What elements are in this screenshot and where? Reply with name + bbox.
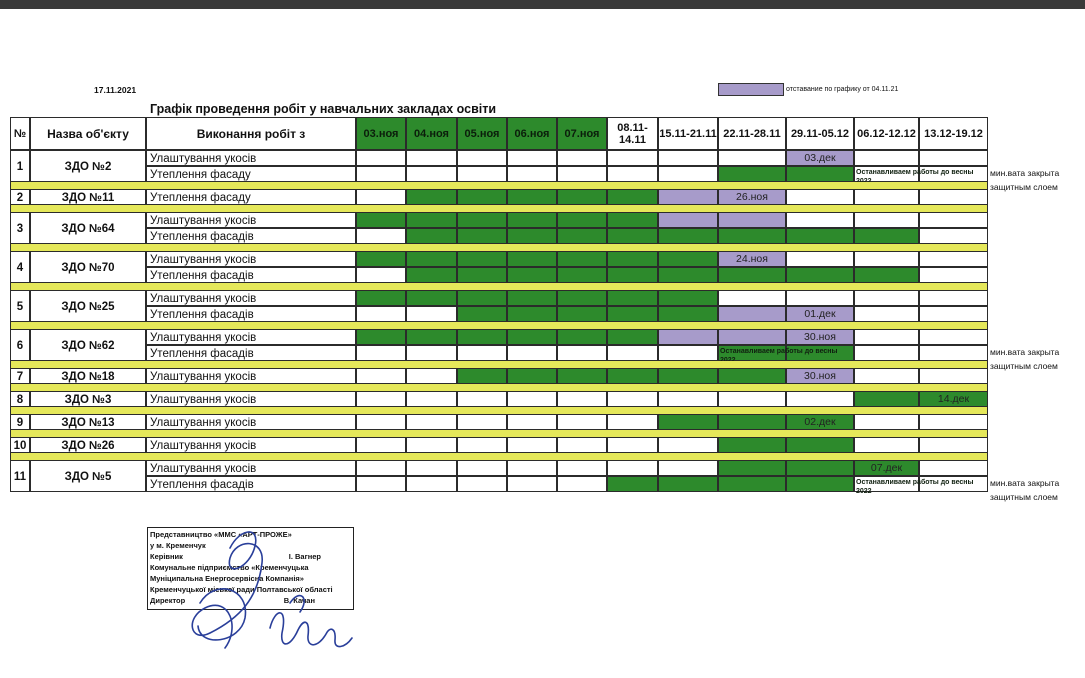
schedule-cell-done	[854, 267, 919, 283]
schedule-cell	[658, 460, 718, 476]
schedule-cell	[356, 267, 406, 283]
schedule-cell	[406, 345, 457, 361]
work-type: Улаштування укосів	[146, 290, 356, 306]
schedule-cell	[607, 150, 658, 166]
schedule-cell	[854, 329, 919, 345]
group-number: 6	[10, 329, 30, 361]
schedule-cell-done	[607, 329, 658, 345]
schedule-cell	[406, 150, 457, 166]
schedule-cell	[607, 345, 658, 361]
schedule-cell	[356, 460, 406, 476]
schedule-cell-done	[607, 368, 658, 384]
schedule-cell	[457, 345, 507, 361]
schedule-cell	[406, 437, 457, 453]
schedule-cell	[658, 166, 718, 182]
schedule-cell	[557, 391, 607, 407]
header-work: Виконання робіт з	[146, 117, 356, 150]
group-object-name: ЗДО №2	[30, 150, 146, 182]
row-separator	[10, 430, 988, 437]
work-type: Улаштування укосів	[146, 329, 356, 345]
work-type: Утеплення фасадів	[146, 476, 356, 492]
schedule-cell-done	[457, 212, 507, 228]
row-separator	[10, 244, 988, 251]
work-type: Улаштування укосів	[146, 368, 356, 384]
schedule-cell	[557, 476, 607, 492]
schedule-cell	[457, 437, 507, 453]
schedule-cell	[919, 212, 988, 228]
deadline-label: 14.дек	[937, 393, 970, 405]
side-note: мин.вата закрыта защитным слоем	[990, 168, 1060, 192]
schedule-cell	[786, 212, 854, 228]
schedule-cell	[919, 150, 988, 166]
schedule-cell-done	[457, 290, 507, 306]
group-object-name: ЗДО №11	[30, 189, 146, 205]
schedule-cell-done	[658, 414, 718, 430]
schedule-cell	[658, 150, 718, 166]
header-object-name: Назва об'єкту	[30, 117, 146, 150]
schedule-cell	[919, 251, 988, 267]
schedule-cell	[718, 391, 786, 407]
deadline-label: 01.дек	[804, 308, 836, 320]
work-type: Улаштування укосів	[146, 437, 356, 453]
schedule-cell	[919, 306, 988, 322]
schedule-cell-done	[507, 228, 557, 244]
schedule-cell-done	[507, 212, 557, 228]
page-title: Графік проведення робіт у навчальних закладах освіти	[150, 102, 497, 116]
schedule-cell	[786, 189, 854, 205]
schedule-cell	[919, 267, 988, 283]
schedule-cell-done	[658, 368, 718, 384]
work-type: Улаштування укосів	[146, 414, 356, 430]
schedule-cell	[854, 368, 919, 384]
work-type: Утеплення фасаду	[146, 189, 356, 205]
row-separator	[10, 453, 988, 460]
schedule-cell-done	[507, 267, 557, 283]
deadline-label: 26.ноя	[736, 191, 768, 203]
schedule-cell	[557, 414, 607, 430]
schedule-cell-done	[557, 290, 607, 306]
schedule-cell-done	[607, 189, 658, 205]
schedule-cell-done	[557, 306, 607, 322]
schedule-cell	[919, 189, 988, 205]
schedule-cell-done	[607, 306, 658, 322]
schedule-cell-lagging	[718, 306, 786, 322]
schedule-cell	[919, 437, 988, 453]
schedule-cell	[356, 476, 406, 492]
schedule-cell-lagging	[718, 212, 786, 228]
sig-org1: Комунальне підприємство «Кременчуцька	[150, 563, 309, 572]
group-number: 2	[10, 189, 30, 205]
work-type: Улаштування укосів	[146, 251, 356, 267]
sig-name2: В. Качан	[283, 596, 315, 605]
schedule-cell	[507, 414, 557, 430]
sig-org2: Муніципальна Енергосервісна Компанія»	[150, 574, 304, 583]
schedule-cell-done	[457, 267, 507, 283]
schedule-cell	[507, 345, 557, 361]
schedule-cell-done	[607, 267, 658, 283]
schedule-cell	[854, 189, 919, 205]
schedule-cell-done	[457, 251, 507, 267]
group-object-name: ЗДО №5	[30, 460, 146, 492]
header-period: 05.ноя	[457, 117, 507, 150]
schedule-cell	[356, 306, 406, 322]
work-type: Утеплення фасаду	[146, 166, 356, 182]
schedule-cell-done	[406, 267, 457, 283]
schedule-cell	[854, 345, 919, 361]
group-object-name: ЗДО №18	[30, 368, 146, 384]
schedule-cell	[607, 460, 658, 476]
group-object-name: ЗДО №3	[30, 391, 146, 407]
header-period: 15.11-21.11	[658, 117, 718, 150]
schedule-cell	[507, 476, 557, 492]
group-object-name: ЗДО №62	[30, 329, 146, 361]
schedule-cell-done	[718, 368, 786, 384]
schedule-cell-done	[607, 290, 658, 306]
schedule-cell	[457, 460, 507, 476]
group-object-name: ЗДО №13	[30, 414, 146, 430]
schedule-cell-done	[718, 460, 786, 476]
schedule-cell-done	[786, 228, 854, 244]
schedule-cell-done	[406, 329, 457, 345]
schedule-cell-done	[607, 476, 658, 492]
legend-label: отставание по графику от 04.11.21	[786, 86, 899, 93]
schedule-cell	[854, 251, 919, 267]
schedule-cell	[786, 251, 854, 267]
sig-role2: Директор	[150, 596, 186, 605]
schedule-cell	[406, 460, 457, 476]
schedule-cell	[457, 166, 507, 182]
schedule-cell	[607, 414, 658, 430]
header-period: 22.11-28.11	[718, 117, 786, 150]
schedule-cell-done	[557, 228, 607, 244]
header-period: 04.ноя	[406, 117, 457, 150]
schedule-cell	[457, 414, 507, 430]
schedule-cell	[356, 368, 406, 384]
schedule-cell-done	[786, 476, 854, 492]
schedule-cell-done	[356, 290, 406, 306]
group-object-name: ЗДО №64	[30, 212, 146, 244]
schedule-cell-lagging	[718, 329, 786, 345]
schedule-cell-done	[406, 251, 457, 267]
schedule-cell-done	[607, 212, 658, 228]
header-period: 29.11-05.12	[786, 117, 854, 150]
schedule-cell-done	[658, 228, 718, 244]
schedule-cell	[356, 228, 406, 244]
schedule-cell	[356, 391, 406, 407]
schedule-cell-done	[557, 368, 607, 384]
schedule-cell	[919, 290, 988, 306]
schedule-cell-done	[718, 476, 786, 492]
sig-org3: Кременчуцької міської ради Полтавської області	[150, 585, 333, 594]
header-period: 08.11-14.11	[607, 117, 658, 150]
sig-name1: І. Вагнер	[288, 552, 321, 561]
schedule-cell	[557, 437, 607, 453]
row-separator	[10, 384, 988, 391]
schedule-cell	[919, 460, 988, 476]
schedule-cell-done	[557, 329, 607, 345]
deadline-label: 24.ноя	[736, 253, 768, 265]
schedule-cell	[854, 414, 919, 430]
schedule-cell-done	[658, 251, 718, 267]
schedule-cell-done	[658, 306, 718, 322]
schedule-cell-done	[457, 368, 507, 384]
schedule-cell-done	[507, 290, 557, 306]
group-number: 1	[10, 150, 30, 182]
schedule-cell-done	[658, 290, 718, 306]
schedule-cell	[356, 189, 406, 205]
schedule-cell	[557, 460, 607, 476]
group-number: 5	[10, 290, 30, 322]
schedule-cell-done	[507, 189, 557, 205]
row-separator	[10, 283, 988, 290]
sig-role1: Керівник	[150, 552, 183, 561]
group-number: 10	[10, 437, 30, 453]
schedule-cell-done	[786, 267, 854, 283]
schedule-cell-done	[356, 329, 406, 345]
group-number: 9	[10, 414, 30, 430]
schedule-cell-done	[607, 228, 658, 244]
schedule-cell-done	[406, 212, 457, 228]
header-period: 03.ноя	[356, 117, 406, 150]
schedule-cell	[457, 391, 507, 407]
group-number: 8	[10, 391, 30, 407]
schedule-cell	[658, 345, 718, 361]
group-number: 7	[10, 368, 30, 384]
deadline-label: 07.дек	[870, 462, 903, 474]
row-separator	[10, 322, 988, 329]
deadline-label: 02.дек	[804, 416, 836, 428]
header-num: №	[10, 117, 30, 150]
header-period: 13.12-19.12	[919, 117, 988, 150]
work-type: Улаштування укосів	[146, 391, 356, 407]
schedule-cell	[457, 150, 507, 166]
schedule-cell-done	[507, 251, 557, 267]
header-period: 06.ноя	[507, 117, 557, 150]
schedule-cell	[507, 391, 557, 407]
deadline-label: 03.дек	[804, 152, 836, 164]
row-separator	[10, 182, 988, 189]
schedule-cell	[607, 166, 658, 182]
schedule-cell	[406, 306, 457, 322]
schedule-cell-done	[557, 251, 607, 267]
schedule-cell-done	[557, 189, 607, 205]
schedule-cell	[406, 166, 457, 182]
header-period: 06.12-12.12	[854, 117, 919, 150]
work-type: Утеплення фасадів	[146, 306, 356, 322]
schedule-cell-done	[718, 437, 786, 453]
schedule-cell	[507, 437, 557, 453]
schedule-cell	[718, 290, 786, 306]
schedule-cell-done	[854, 391, 919, 407]
schedule-cell-done	[406, 189, 457, 205]
schedule-cell	[356, 437, 406, 453]
schedule-cell	[557, 150, 607, 166]
schedule-cell-done	[786, 460, 854, 476]
schedule-cell-done	[557, 267, 607, 283]
work-type: Утеплення фасадів	[146, 228, 356, 244]
schedule-cell-done	[786, 437, 854, 453]
group-object-name: ЗДО №26	[30, 437, 146, 453]
schedule-cell-lagging	[658, 212, 718, 228]
schedule-cell-done	[457, 329, 507, 345]
group-number: 11	[10, 460, 30, 492]
schedule-cell-done	[718, 228, 786, 244]
schedule-cell	[356, 345, 406, 361]
schedule-cell	[356, 166, 406, 182]
schedule-cell-done	[658, 476, 718, 492]
work-type: Улаштування укосів	[146, 150, 356, 166]
schedule-cell	[457, 476, 507, 492]
schedule-cell	[919, 228, 988, 244]
group-object-name: ЗДО №25	[30, 290, 146, 322]
schedule-cell	[406, 476, 457, 492]
schedule-cell	[854, 437, 919, 453]
schedule-cell	[658, 391, 718, 407]
schedule-cell-done	[406, 290, 457, 306]
schedule-cell-done	[507, 306, 557, 322]
schedule-cell-done	[457, 228, 507, 244]
side-note: мин.вата закрыта защитным слоем	[990, 478, 1060, 502]
row-separator	[10, 361, 988, 368]
schedule-cell-done	[718, 166, 786, 182]
group-object-name: ЗДО №70	[30, 251, 146, 283]
deadline-label: 30.ноя	[804, 331, 836, 343]
schedule-cell	[356, 414, 406, 430]
schedule-cell	[919, 414, 988, 430]
schedule-cell	[786, 391, 854, 407]
schedule-cell	[854, 212, 919, 228]
schedule-cell-done	[854, 228, 919, 244]
schedule-cell-done	[507, 368, 557, 384]
schedule-cell-done	[406, 228, 457, 244]
deadline-label: 30.ноя	[804, 370, 836, 382]
schedule-cell	[854, 306, 919, 322]
schedule-cell-done	[356, 212, 406, 228]
pause-note: Останавливаем работы до весны	[856, 169, 974, 176]
schedule-cell	[658, 437, 718, 453]
side-note: мин.вата закрыта защитным слоем	[990, 347, 1060, 371]
schedule-cell	[507, 166, 557, 182]
work-type: Утеплення фасадів	[146, 267, 356, 283]
schedule-cell	[854, 150, 919, 166]
schedule-cell-done	[718, 414, 786, 430]
schedule-cell	[919, 329, 988, 345]
schedule-cell-done	[356, 251, 406, 267]
schedule-cell	[406, 391, 457, 407]
schedule-cell	[406, 368, 457, 384]
schedule-cell-done	[658, 267, 718, 283]
schedule-cell	[607, 391, 658, 407]
schedule-cell	[557, 345, 607, 361]
handwritten-signature	[170, 508, 380, 678]
document-date: 17.11.2021	[94, 85, 137, 95]
schedule-cell-lagging	[658, 189, 718, 205]
schedule-cell	[786, 290, 854, 306]
pause-note: Останавливаем работы до весны 2022	[856, 479, 974, 495]
work-type: Улаштування укосів	[146, 212, 356, 228]
schedule-cell-done	[786, 166, 854, 182]
schedule-cell	[507, 460, 557, 476]
schedule-cell	[607, 437, 658, 453]
work-type: Улаштування укосів	[146, 460, 356, 476]
schedule-cell-done	[718, 267, 786, 283]
schedule-cell	[507, 150, 557, 166]
schedule-cell	[718, 150, 786, 166]
schedule-cell	[557, 166, 607, 182]
pause-note: Останавливаем работы до весны	[720, 348, 838, 355]
schedule-cell	[406, 414, 457, 430]
group-number: 3	[10, 212, 30, 244]
schedule-cell-done	[607, 251, 658, 267]
schedule-cell-done	[507, 329, 557, 345]
row-separator	[10, 407, 988, 414]
sig-line1: Представництво «ММС «АРТ-ПРОЖЕ»	[150, 530, 292, 539]
schedule-cell	[854, 290, 919, 306]
schedule-cell-done	[457, 189, 507, 205]
sig-line2: у м. Кременчук	[150, 541, 206, 550]
schedule-cell-lagging	[658, 329, 718, 345]
schedule-cell-done	[457, 306, 507, 322]
schedule-cell	[919, 345, 988, 361]
group-number: 4	[10, 251, 30, 283]
row-separator	[10, 205, 988, 212]
header-period: 07.ноя	[557, 117, 607, 150]
schedule-cell	[356, 150, 406, 166]
work-type: Утеплення фасадів	[146, 345, 356, 361]
schedule-cell-done	[557, 212, 607, 228]
schedule-cell	[919, 368, 988, 384]
